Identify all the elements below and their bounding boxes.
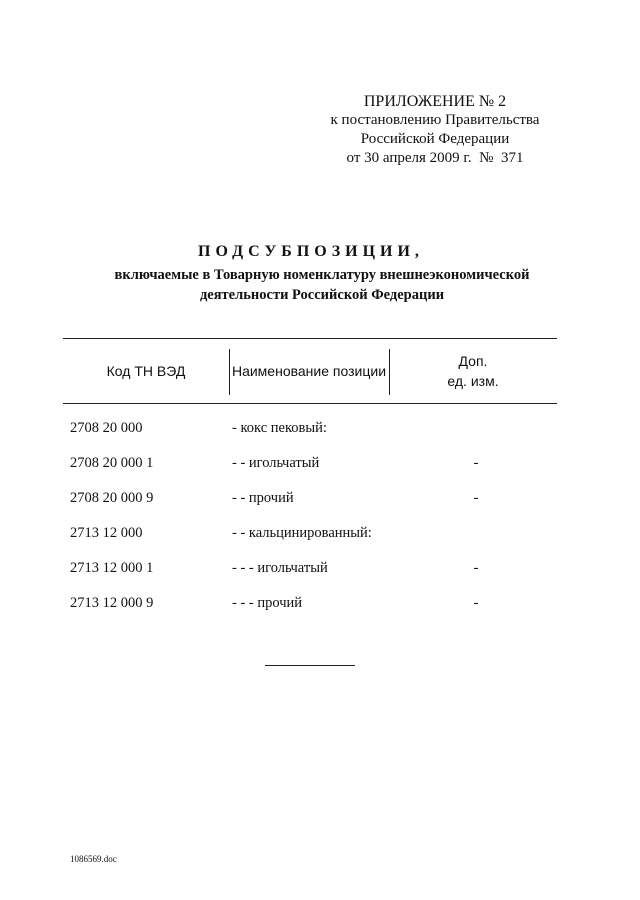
subtitle-line-1: включаемые в Товарную номенклатуру внешнеэкономической (114, 267, 530, 283)
appendix-block (300, 92, 570, 168)
header-unit-line-2: ед. изм. (447, 373, 499, 389)
row-code: 2708 20 000 (70, 420, 143, 436)
row-name: - - прочий (232, 490, 294, 506)
header-code: Код ТН ВЭД (106, 363, 186, 379)
row-name: - кокс пековый: (232, 420, 327, 436)
header-unit-line-1: Доп. (458, 353, 488, 369)
header-name: Наименование позиции (231, 363, 387, 379)
table-row (0, 455, 640, 490)
row-unit: - (473, 595, 479, 611)
appendix-line-date: от 30 апреля 2009 г. № 371 (346, 150, 524, 166)
row-code: 2713 12 000 9 (70, 595, 154, 611)
table-header (63, 338, 557, 404)
header-unit (389, 339, 557, 403)
table-body (0, 420, 640, 630)
appendix-line-government: Российской Федерации (360, 131, 510, 147)
document-title: ПОДСУБПОЗИЦИИ, (198, 243, 424, 260)
appendix-title: ПРИЛОЖЕНИЕ № 2 (363, 93, 507, 110)
row-code: 2713 12 000 1 (70, 560, 154, 576)
row-unit: - (473, 560, 479, 576)
document-subtitle (60, 265, 584, 305)
row-unit: - (473, 490, 479, 506)
row-name: - - - прочий (232, 595, 303, 611)
subtitle-line-2: деятельности Российской Федерации (199, 287, 445, 303)
table-row (0, 490, 640, 525)
end-rule (265, 665, 355, 666)
table-row (0, 595, 640, 630)
table-row (0, 560, 640, 595)
table-row (0, 420, 640, 455)
row-unit: - (473, 455, 479, 471)
row-code: 2713 12 000 (70, 525, 143, 541)
row-name: - - кальцинированный: (232, 525, 372, 541)
document-id: 1086569.doc (70, 854, 117, 864)
row-code: 2708 20 000 1 (70, 455, 154, 471)
row-name: - - игольчатый (232, 455, 320, 471)
row-name: - - - игольчатый (232, 560, 328, 576)
row-code: 2708 20 000 9 (70, 490, 154, 506)
table-row (0, 525, 640, 560)
appendix-line-decree: к постановлению Правительства (330, 112, 540, 128)
